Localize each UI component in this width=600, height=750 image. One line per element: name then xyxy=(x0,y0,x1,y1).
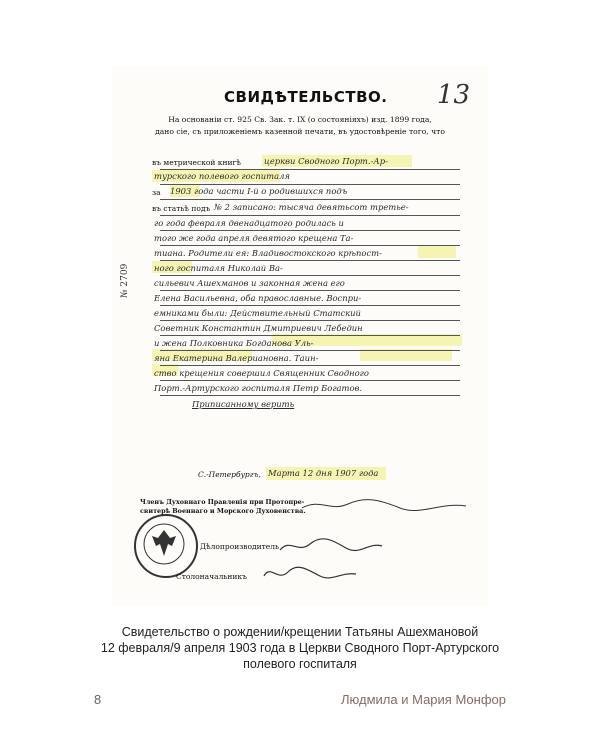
handwritten-line: и жена Полковника Богданова Уль- xyxy=(154,338,314,348)
date-place: С.-Петербургъ, xyxy=(198,470,261,479)
clerk-signature xyxy=(276,534,386,556)
caption-line: 12 февраля/9 апреля 1903 года в Церкви Сводного Порт-Артурского xyxy=(100,641,500,655)
table-head-label: Столоначальникъ xyxy=(176,572,247,581)
clerk-label: Дѣлопроизводитель xyxy=(200,542,280,551)
handwritten-line: сильевич Ашехманов и законная жена его xyxy=(154,278,345,288)
handwritten-line: го года февраля двенадцатого родилась и xyxy=(154,218,344,228)
handwritten-line: Советник Константин Дмитриевич Лебедин xyxy=(154,323,363,333)
register-number: № 2709 xyxy=(120,263,130,298)
page-number: 8 xyxy=(94,692,102,707)
signature-mark xyxy=(300,496,470,514)
handwritten-line: Приписанному верить xyxy=(192,399,295,409)
za-label: за xyxy=(152,188,161,197)
printed-line: дано сіе, съ приложеніемъ казенной печати, въ удостовѣреніе того, что xyxy=(155,127,445,137)
handwritten-line: Елена Васильевна, оба православные. Воспри- xyxy=(154,293,362,303)
ruled-line xyxy=(160,275,460,276)
caption-line: полевого госпиталя xyxy=(243,657,357,671)
book-author: Людмила и Мария Монфор xyxy=(341,692,506,707)
printed-header xyxy=(150,114,450,139)
ruled-line xyxy=(160,395,460,396)
certificate-title: СВИДѢТЕЛЬСТВО. xyxy=(224,88,388,106)
register-number-value: 2709 xyxy=(120,263,130,287)
ruled-line xyxy=(160,365,460,366)
ruled-line xyxy=(160,320,460,321)
ruled-line xyxy=(160,245,460,246)
table-head-signature xyxy=(260,562,360,584)
handwritten-line: церкви Сводного Порт.-Ар- xyxy=(264,156,388,166)
church-seal xyxy=(134,514,198,578)
handwritten-line: яна Екатерина Валериановна. Таин- xyxy=(154,353,319,363)
handwritten-line: тиана. Родители ея: Владивостокского крѣпост- xyxy=(154,248,382,258)
handwritten-line: № 2 записано: тысяча девятьсот третье- xyxy=(214,202,409,212)
date-handwritten: Марта 12 дня 1907 года xyxy=(268,468,379,478)
ruled-line xyxy=(160,305,460,306)
handwritten-number: 13 xyxy=(436,80,470,110)
ruled-line xyxy=(160,260,460,261)
highlight xyxy=(418,246,456,258)
handwritten-line: ство крещения совершил Священник Сводного xyxy=(154,368,369,378)
metric-book-label: въ метрической книгѣ xyxy=(152,158,241,167)
caption-line: Свидетельство о рождении/крещении Татьяны Ашехмановой xyxy=(121,625,479,639)
ruled-line xyxy=(160,335,460,336)
handwritten-line: ного госпиталя Николай Ва- xyxy=(154,263,283,273)
printed-line: На основаніи ст. 925 Св. Зак. т. IX (о состояніяхъ) изд. 1899 года, xyxy=(168,115,432,124)
article-label: въ статьѣ подъ xyxy=(152,204,211,213)
ruled-line xyxy=(160,350,460,351)
ruled-line xyxy=(160,380,460,381)
seal-eagle-icon xyxy=(136,516,192,572)
ruled-line xyxy=(160,199,460,200)
certificate-scan xyxy=(112,66,488,606)
figure-caption xyxy=(60,624,540,672)
ruled-line xyxy=(160,169,460,170)
handwritten-line: 1903 года части І-й о родившихся подъ xyxy=(170,186,348,196)
office-line: свитерѣ Военнаго и Морского Духовенства. xyxy=(140,507,306,515)
handwritten-line: Порт.-Артурского госпиталя Петр Богатов. xyxy=(154,383,363,393)
handwritten-line: турского полевого госпиталя xyxy=(154,171,290,181)
handwritten-line: емниками были: Действительный Статский xyxy=(154,308,361,318)
handwritten-line: того же года апреля девятого крещена Та- xyxy=(154,233,354,243)
office-line: Членъ Духовнаго Правленія при Протопре- xyxy=(140,498,305,506)
ruled-line xyxy=(160,184,460,185)
ruled-line xyxy=(160,230,460,231)
ruled-line xyxy=(160,290,460,291)
ruled-line xyxy=(160,215,460,216)
